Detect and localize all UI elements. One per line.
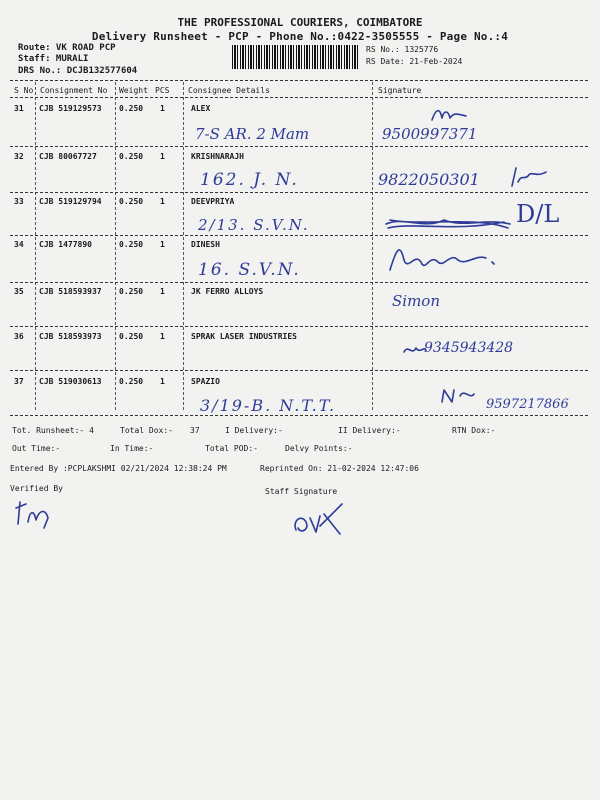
col-consignment: Consignment No — [40, 86, 108, 95]
row-sno: 34 — [14, 240, 24, 249]
col-pcs: PCS — [155, 86, 170, 95]
row-weight: 0.250 — [119, 104, 144, 113]
handwritten-phone: 9597217866 — [486, 397, 569, 412]
col-divider — [115, 82, 116, 410]
col-sno: S No — [14, 86, 34, 95]
row-consignment: CJB 518593937 — [39, 287, 102, 296]
col-weight: Weight — [119, 86, 148, 95]
signature-scribble-icon — [386, 240, 516, 276]
route: Route: VK ROAD PCP — [18, 43, 116, 53]
signature-scribble-icon — [430, 104, 470, 126]
runsheet-title: Delivery Runsheet - PCP - Phone No.:0422-3505555 - Page No.:4 — [91, 30, 509, 43]
table-header-rule — [10, 97, 588, 98]
total-dox-label: Total Dox:- — [120, 426, 173, 435]
entered-by: Entered By :PCPLAKSHMI 02/21/2024 12:38:24 PM — [10, 464, 227, 473]
ii-delivery: II Delivery:- — [338, 426, 401, 435]
col-signature: Signature — [378, 86, 422, 95]
signature-scribble-icon — [510, 164, 550, 190]
row-rule — [10, 146, 588, 147]
tot-runsheet: Tot. Runsheet:- 4 — [12, 426, 94, 435]
handwritten-mark: D/L — [516, 200, 560, 228]
in-time: In Time:- — [110, 444, 154, 453]
row-weight: 0.250 — [119, 332, 144, 341]
col-consignee: Consignee Details — [188, 86, 270, 95]
row-consignee: KRISHNARAJH — [191, 152, 244, 161]
handwritten-address: 3/19-B. N.T.T. — [200, 396, 337, 415]
handwritten-address: 162. J. N. — [200, 170, 299, 190]
col-divider — [35, 82, 36, 410]
company-title: THE PROFESSIONAL COURIERS, COIMBATORE — [177, 16, 423, 29]
col-divider — [183, 82, 184, 410]
row-consignee: SPAZIO — [191, 377, 220, 386]
row-sno: 35 — [14, 287, 24, 296]
rs-date: RS Date: 21-Feb-2024 — [366, 57, 463, 66]
row-pcs: 1 — [160, 240, 165, 249]
rs-number: RS No.: 1325776 — [366, 45, 439, 54]
handwritten-phone: 9345943428 — [424, 340, 514, 356]
row-consignment: CJB 518593973 — [39, 332, 102, 341]
row-pcs: 1 — [160, 152, 165, 161]
row-consignment: CJB 80067727 — [39, 152, 97, 161]
out-time: Out Time:- — [12, 444, 61, 453]
row-consignee: JK FERRO ALLOYS — [191, 287, 264, 296]
handwritten-phone: 9822050301 — [378, 170, 480, 189]
row-consignment: CJB 519129794 — [39, 197, 102, 206]
row-pcs: 1 — [160, 287, 165, 296]
delvy-points: Delvy Points:- — [285, 444, 353, 453]
col-divider — [372, 82, 373, 410]
row-pcs: 1 — [160, 197, 165, 206]
total-pod: Total POD:- — [205, 444, 258, 453]
handwritten-address: 2/13. S.V.N. — [198, 216, 310, 234]
row-rule — [10, 282, 588, 283]
table-bottom-rule — [10, 415, 588, 416]
handwritten-address: 16. S.V.N. — [198, 260, 301, 280]
row-consignment: CJB 519030613 — [39, 377, 102, 386]
handwritten-signature: Simon — [392, 292, 440, 310]
staff: Staff: MURALI — [18, 54, 89, 64]
row-rule — [10, 235, 588, 236]
row-weight: 0.250 — [119, 240, 144, 249]
handwritten-address: 7-S AR. 2 Mam — [195, 125, 310, 143]
i-delivery: I Delivery:- — [225, 426, 283, 435]
total-dox-value: 37 — [190, 426, 200, 435]
handwritten-phone: 9500997371 — [382, 125, 478, 143]
staff-signature-icon — [290, 500, 350, 540]
verified-by: Verified By — [10, 484, 63, 493]
row-pcs: 1 — [160, 377, 165, 386]
verifier-signature-icon — [14, 498, 58, 530]
row-weight: 0.250 — [119, 377, 144, 386]
table-top-rule — [10, 80, 588, 81]
row-weight: 0.250 — [119, 197, 144, 206]
drs-number: DRS No.: DCJB132577604 — [18, 66, 138, 76]
row-rule — [10, 326, 588, 327]
scratched-out-number-icon — [384, 214, 514, 234]
row-consignee: DINESH — [191, 240, 220, 249]
row-consignee: DEEVPRIYA — [191, 197, 235, 206]
row-sno: 37 — [14, 377, 24, 386]
row-consignee: SPRAK LASER INDUSTRIES — [191, 332, 297, 341]
reprinted-on: Reprinted On: 21-02-2024 12:47:06 — [260, 464, 419, 473]
row-rule — [10, 370, 588, 371]
row-sno: 33 — [14, 197, 24, 206]
row-weight: 0.250 — [119, 287, 144, 296]
row-sno: 31 — [14, 104, 24, 113]
row-pcs: 1 — [160, 332, 165, 341]
signature-scribble-icon — [440, 386, 480, 408]
barcode — [232, 45, 360, 69]
rtn-dox: RTN Dox:- — [452, 426, 496, 435]
row-rule — [10, 192, 588, 193]
row-sno: 32 — [14, 152, 24, 161]
staff-signature-label: Staff Signature — [265, 487, 338, 496]
row-weight: 0.250 — [119, 152, 144, 161]
row-sno: 36 — [14, 332, 24, 341]
row-consignment: CJB 1477890 — [39, 240, 92, 249]
row-consignment: CJB 519129573 — [39, 104, 102, 113]
row-pcs: 1 — [160, 104, 165, 113]
row-consignee: ALEX — [191, 104, 211, 113]
